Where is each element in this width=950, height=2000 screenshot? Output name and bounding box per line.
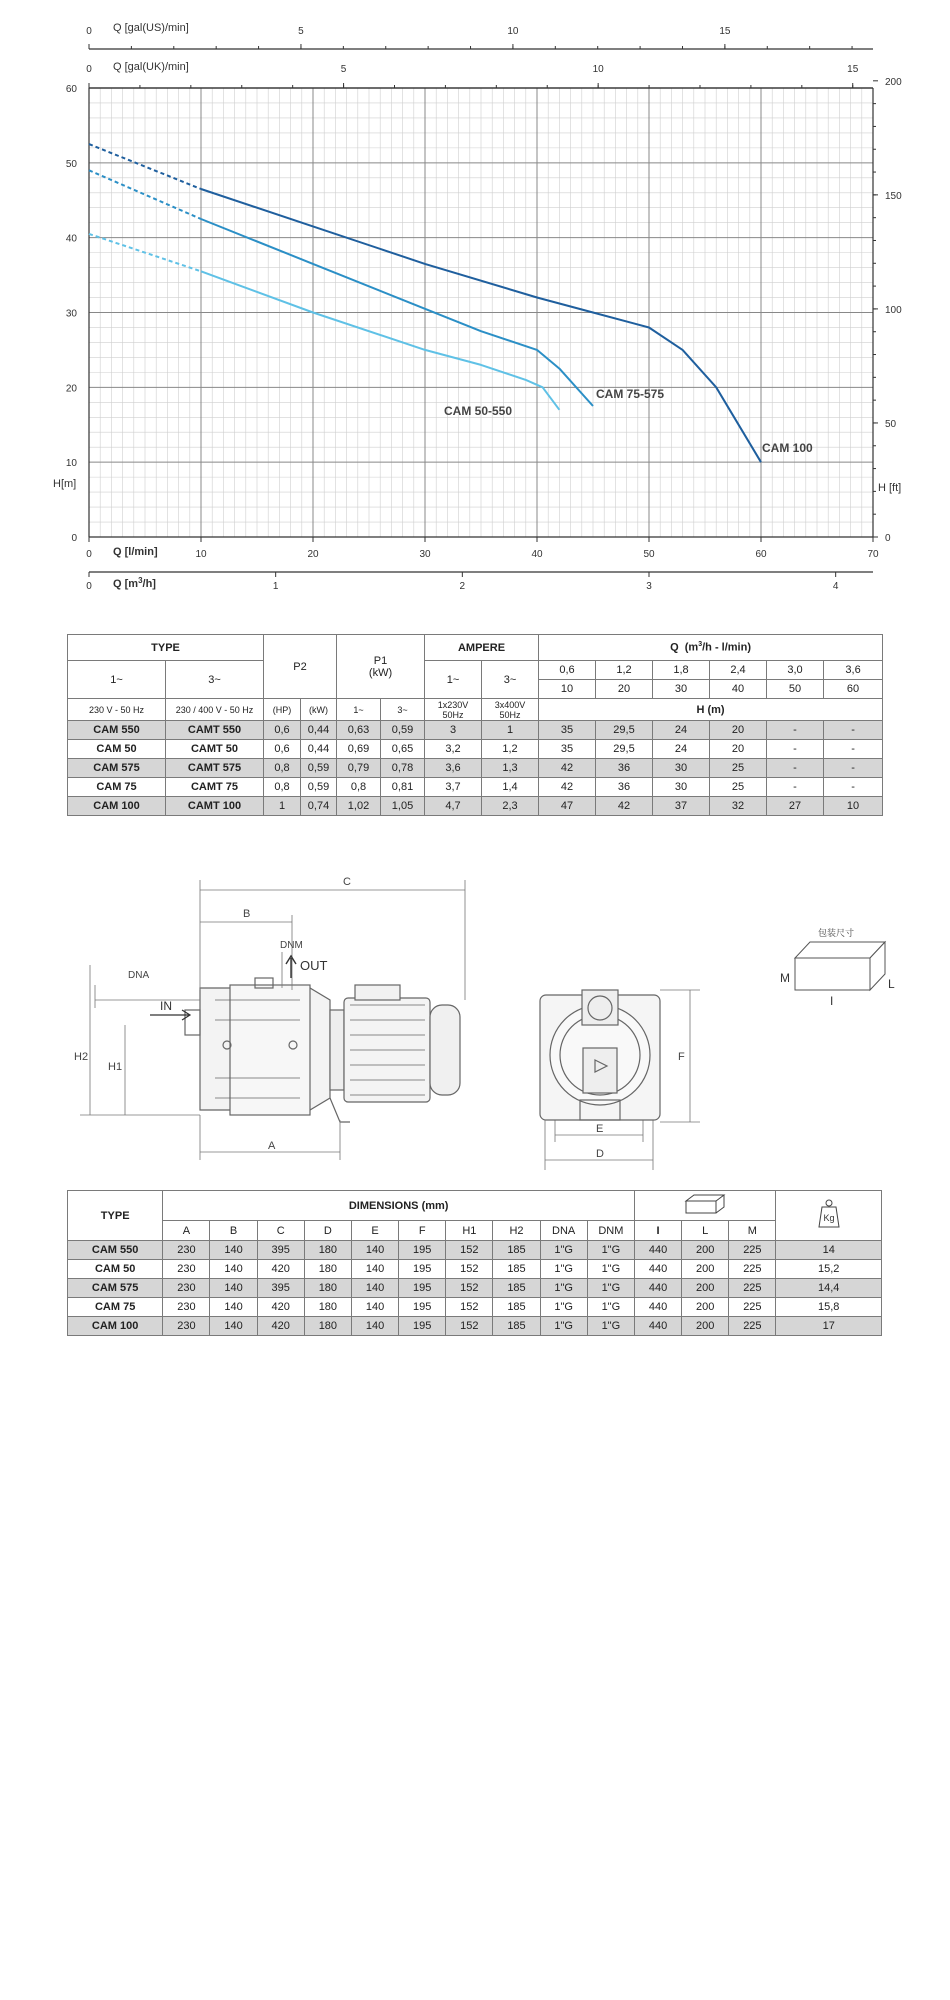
head-value: 47 — [539, 797, 596, 816]
weight-icon-kg: Kg — [823, 1213, 835, 1223]
performance-chart — [0, 0, 950, 600]
three-phase-supply: 230 / 400 V - 50 Hz — [166, 699, 264, 721]
amp-one-value: 3 — [425, 721, 482, 740]
one-phase-supply: 230 V - 50 Hz — [68, 699, 166, 721]
dim-value: 1"G — [540, 1260, 587, 1279]
head-value: - — [767, 721, 824, 740]
tick-gal-uk: 0 — [86, 64, 92, 75]
p2-hp-value: 0,8 — [264, 778, 301, 797]
tick-gal-uk: 15 — [847, 64, 859, 75]
arrow-up-icon — [286, 956, 296, 978]
p2-kw-value: 0,59 — [301, 778, 337, 797]
weight-value: 15,2 — [776, 1260, 882, 1279]
dim-value: 1"G — [587, 1241, 634, 1260]
dim-value: 1"G — [540, 1317, 587, 1336]
package-value: 440 — [634, 1241, 681, 1260]
q-m3h-1: 1,2 — [596, 661, 653, 680]
head-value: 35 — [539, 721, 596, 740]
q-lmin-5: 60 — [824, 680, 883, 699]
dim-type: CAM 75 — [68, 1298, 163, 1317]
amp-one-value: 3,2 — [425, 740, 482, 759]
dim-value: 185 — [493, 1260, 540, 1279]
dim-value: 152 — [446, 1279, 493, 1298]
q-lmin-0: 10 — [539, 680, 596, 699]
head-value: 24 — [653, 740, 710, 759]
q-lmin-1: 20 — [596, 680, 653, 699]
box-label-top: 包装尺寸 — [818, 928, 855, 938]
head-value: 25 — [710, 778, 767, 797]
head-value: 35 — [539, 740, 596, 759]
dim-value: 185 — [493, 1298, 540, 1317]
tick-h-ft: 100 — [885, 304, 902, 316]
dim-value: 140 — [210, 1317, 257, 1336]
table-row — [68, 1298, 882, 1317]
table-row — [68, 778, 883, 797]
dim-value: 185 — [493, 1241, 540, 1260]
pump-front-view — [540, 990, 660, 1120]
box-label-i: I — [830, 994, 834, 1008]
p1-one-value: 0,8 — [337, 778, 381, 797]
tick-gal-uk: 5 — [340, 64, 347, 75]
head-value: 30 — [653, 759, 710, 778]
head-value: 24 — [653, 721, 710, 740]
package-value: 225 — [729, 1241, 776, 1260]
tick-h-ft: 0 — [885, 533, 891, 544]
dim-value: 152 — [446, 1241, 493, 1260]
p1-three: 3~ — [381, 699, 425, 721]
amp-three-value: 1,2 — [482, 740, 539, 759]
q-m3h-4: 3,0 — [767, 661, 824, 680]
pump-side-view — [185, 978, 460, 1122]
col-type: TYPE — [68, 635, 264, 661]
col-amp-three: 3~ — [482, 661, 539, 699]
tick-lmin: 20 — [307, 549, 319, 560]
drawing-label-out: OUT — [300, 958, 328, 973]
p2-kw-value: 0,59 — [301, 759, 337, 778]
package-value: 200 — [682, 1279, 729, 1298]
dim-value: 140 — [351, 1260, 398, 1279]
drawing-label-a: A — [268, 1140, 276, 1152]
dim-col-dna: DNA — [540, 1221, 587, 1241]
head-value: 30 — [653, 778, 710, 797]
package-value: 200 — [682, 1260, 729, 1279]
dim-col-a: A — [163, 1221, 210, 1241]
col-one-phase: 1~ — [68, 661, 166, 699]
tick-m3h: 0 — [86, 581, 92, 592]
dim-value: 230 — [163, 1260, 210, 1279]
p1-one-value: 0,79 — [337, 759, 381, 778]
dim-col-dnm: DNM — [587, 1221, 634, 1241]
table-row — [68, 1279, 882, 1298]
head-value: 27 — [767, 797, 824, 816]
dim-value: 140 — [351, 1317, 398, 1336]
dim-value: 140 — [210, 1298, 257, 1317]
tick-lmin: 30 — [419, 549, 431, 560]
amp-three-value: 1 — [482, 721, 539, 740]
drawing-label-f: F — [678, 1051, 685, 1063]
curve-label-cam75-575: CAM 75-575 — [596, 387, 665, 401]
type-one-phase: CAM 550 — [68, 721, 166, 740]
tick-h-m: 0 — [71, 533, 77, 544]
table-row — [68, 797, 883, 816]
tick-m3h: 2 — [459, 581, 466, 592]
dim-value: 195 — [399, 1298, 446, 1317]
tick-h-m: 10 — [65, 458, 77, 470]
drawing-label-h1: H1 — [108, 1061, 123, 1073]
package-value: 200 — [682, 1317, 729, 1336]
p2-kw: (kW) — [301, 699, 337, 721]
dim-col-type: TYPE — [68, 1191, 163, 1241]
dim-col-d: D — [304, 1221, 351, 1241]
col-q: Q $(m^3/h - l/\min)$ — [539, 635, 883, 661]
dim-col-m: M — [729, 1221, 776, 1241]
dim-type: CAM 50 — [68, 1260, 163, 1279]
type-three-phase: CAMT 50 — [166, 740, 264, 759]
dim-type: CAM 100 — [68, 1317, 163, 1336]
tick-h-m: 50 — [65, 158, 77, 170]
dim-value: 180 — [304, 1279, 351, 1298]
dim-value: 140 — [351, 1279, 398, 1298]
drawing-label-dna: DNA — [128, 970, 150, 981]
dim-value: 1"G — [587, 1279, 634, 1298]
curve-label-cam100: CAM 100 — [762, 441, 813, 455]
p2-hp-value: 0,6 — [264, 721, 301, 740]
amp-one-value: 3,7 — [425, 778, 482, 797]
tick-gal-uk: 10 — [592, 64, 604, 75]
dim-value: 140 — [210, 1279, 257, 1298]
dim-value: 1"G — [540, 1279, 587, 1298]
dim-col-l: L — [682, 1221, 729, 1241]
drawing-label-e: E — [596, 1123, 604, 1135]
head-value: 29,5 — [596, 721, 653, 740]
package-value: 440 — [634, 1298, 681, 1317]
q-m3h-3: 2,4 — [710, 661, 767, 680]
head-value: 37 — [653, 797, 710, 816]
head-value: 20 — [710, 721, 767, 740]
dim-value: 140 — [351, 1298, 398, 1317]
tick-lmin: 0 — [86, 549, 92, 560]
weight-value: 14 — [776, 1241, 882, 1260]
dim-value: 230 — [163, 1279, 210, 1298]
type-one-phase: CAM 575 — [68, 759, 166, 778]
p1-three-value: 0,81 — [381, 778, 425, 797]
p2-hp-value: 0,6 — [264, 740, 301, 759]
col-three-phase: 3~ — [166, 661, 264, 699]
p1-one: 1~ — [337, 699, 381, 721]
tick-h-m: 60 — [65, 84, 77, 95]
dim-value: 152 — [446, 1260, 493, 1279]
table-row — [68, 1260, 882, 1279]
tick-h-ft: 50 — [885, 418, 897, 430]
dim-value: 230 — [163, 1317, 210, 1336]
dim-col-e: E — [351, 1221, 398, 1241]
head-value: 36 — [596, 778, 653, 797]
dim-value: 1"G — [587, 1317, 634, 1336]
tick-h-ft: 150 — [885, 190, 902, 202]
head-value: 42 — [596, 797, 653, 816]
dim-value: 1"G — [540, 1241, 587, 1260]
dim-value: 140 — [351, 1241, 398, 1260]
head-value: 42 — [539, 778, 596, 797]
type-three-phase: CAMT 550 — [166, 721, 264, 740]
amp-three-value: 2,3 — [482, 797, 539, 816]
package-icon — [682, 1193, 728, 1215]
tick-m3h: 1 — [272, 581, 279, 592]
p1-label: P1 — [373, 654, 388, 667]
dim-value: 420 — [257, 1298, 304, 1317]
drawing-label-b: B — [243, 908, 251, 920]
head-value: 20 — [710, 740, 767, 759]
amp-three-supply-2: 50Hz — [499, 709, 521, 720]
amp-three-supply-1: 3x400V — [494, 699, 526, 710]
package-box — [795, 942, 885, 990]
col-p2: P2 — [264, 635, 337, 699]
dim-value: 420 — [257, 1317, 304, 1336]
package-value: 440 — [634, 1317, 681, 1336]
dim-value: 140 — [210, 1241, 257, 1260]
tick-h-m: 40 — [65, 233, 77, 245]
head-value: - — [824, 759, 883, 778]
p2-kw-value: 0,74 — [301, 797, 337, 816]
dim-value: 185 — [493, 1279, 540, 1298]
drawing-label-d: D — [596, 1148, 604, 1160]
p2-hp-value: 0,8 — [264, 759, 301, 778]
head-value: 32 — [710, 797, 767, 816]
dim-value: 395 — [257, 1241, 304, 1260]
tick-lmin: 60 — [755, 549, 767, 560]
dim-value: 195 — [399, 1241, 446, 1260]
amp-one-supply-2: 50Hz — [442, 709, 464, 720]
p1-three-value: 1,05 — [381, 797, 425, 816]
p2-hp-value: 1 — [264, 797, 301, 816]
dimension-drawing — [0, 860, 950, 1170]
col-p1 — [337, 635, 425, 699]
dim-value: 140 — [210, 1260, 257, 1279]
dim-col-package — [634, 1191, 775, 1221]
h-label: H (m) — [539, 699, 883, 721]
head-value: 10 — [824, 797, 883, 816]
dim-col-f: F — [399, 1221, 446, 1241]
performance-table — [67, 634, 883, 816]
table-row — [68, 721, 883, 740]
type-one-phase: CAM 50 — [68, 740, 166, 759]
head-value: - — [767, 778, 824, 797]
q-m3h-5: 3,6 — [824, 661, 883, 680]
amp-one-value: 4,7 — [425, 797, 482, 816]
p1-unit: (kW) — [368, 666, 393, 679]
head-value: 36 — [596, 759, 653, 778]
type-three-phase: CAMT 575 — [166, 759, 264, 778]
dim-col-h2: H2 — [493, 1221, 540, 1241]
package-value: 200 — [682, 1298, 729, 1317]
amp-three-supply — [482, 699, 539, 721]
dim-value: 180 — [304, 1260, 351, 1279]
head-value: - — [767, 759, 824, 778]
head-value: 25 — [710, 759, 767, 778]
head-value: - — [767, 740, 824, 759]
tick-lmin: 10 — [195, 549, 207, 560]
axis-label-lmin: Q [l/min] — [113, 546, 158, 558]
head-value: - — [824, 740, 883, 759]
weight-value: 17 — [776, 1317, 882, 1336]
dim-value: 195 — [399, 1260, 446, 1279]
p2-kw-value: 0,44 — [301, 721, 337, 740]
curve-label-cam50-550: CAM 50-550 — [444, 404, 513, 418]
p1-one-value: 0,63 — [337, 721, 381, 740]
type-three-phase: CAMT 75 — [166, 778, 264, 797]
dim-value: 420 — [257, 1260, 304, 1279]
dim-type: CAM 550 — [68, 1241, 163, 1260]
drawing-label-c: C — [343, 876, 351, 888]
package-value: 225 — [729, 1279, 776, 1298]
p2-hp: (HP) — [264, 699, 301, 721]
dimensions-table — [67, 1190, 882, 1336]
head-value: 29,5 — [596, 740, 653, 759]
dim-type: CAM 575 — [68, 1279, 163, 1298]
dim-value: 395 — [257, 1279, 304, 1298]
dim-value: 195 — [399, 1317, 446, 1336]
q-lmin-2: 30 — [653, 680, 710, 699]
dim-value: 1"G — [587, 1298, 634, 1317]
dim-col-h1: H1 — [446, 1221, 493, 1241]
table-row — [68, 759, 883, 778]
amp-three-value: 1,3 — [482, 759, 539, 778]
package-value: 225 — [729, 1298, 776, 1317]
head-value: - — [824, 721, 883, 740]
head-value: - — [824, 778, 883, 797]
type-one-phase: CAM 100 — [68, 797, 166, 816]
tick-h-m: 30 — [65, 308, 77, 320]
dim-value: 1"G — [540, 1298, 587, 1317]
q-m3h-0: 0,6 — [539, 661, 596, 680]
tick-lmin: 40 — [531, 549, 543, 560]
weight-value: 14,4 — [776, 1279, 882, 1298]
dim-value: 180 — [304, 1317, 351, 1336]
axis-label-h-ft: H [ft] — [878, 482, 902, 494]
axis-label-gal-uk: Q [gal(UK)/min] — [113, 61, 189, 73]
p1-one-value: 0,69 — [337, 740, 381, 759]
drawing-label-in: IN — [160, 999, 172, 1013]
p1-three-value: 0,59 — [381, 721, 425, 740]
table-row — [68, 1241, 882, 1260]
dim-value: 185 — [493, 1317, 540, 1336]
package-value: 200 — [682, 1241, 729, 1260]
box-label-l: L — [888, 977, 895, 991]
head-value: 42 — [539, 759, 596, 778]
drawing-label-dnm: DNM — [280, 940, 303, 951]
q-m3h-2: 1,8 — [653, 661, 710, 680]
box-label-m: M — [780, 971, 790, 985]
tick-gal-us: 10 — [507, 26, 519, 37]
amp-one-value: 3,6 — [425, 759, 482, 778]
p1-one-value: 1,02 — [337, 797, 381, 816]
table-row — [68, 740, 883, 759]
dim-value: 152 — [446, 1317, 493, 1336]
package-value: 440 — [634, 1260, 681, 1279]
weight-icon — [817, 1199, 841, 1229]
tick-h-m: 20 — [65, 383, 77, 395]
dim-col-b: B — [210, 1221, 257, 1241]
tick-m3h: 3 — [646, 581, 652, 592]
dim-value: 1"G — [587, 1260, 634, 1279]
dim-value: 152 — [446, 1298, 493, 1317]
dim-col-c: C — [257, 1221, 304, 1241]
dim-col-weight — [776, 1191, 882, 1241]
dim-value: 230 — [163, 1298, 210, 1317]
dim-value: 180 — [304, 1241, 351, 1260]
tick-h-ft: 200 — [885, 76, 902, 88]
weight-value: 15,8 — [776, 1298, 882, 1317]
tick-lmin: 70 — [867, 549, 879, 560]
type-three-phase: CAMT 100 — [166, 797, 264, 816]
q-lmin-4: 50 — [767, 680, 824, 699]
p1-three-value: 0,78 — [381, 759, 425, 778]
dim-col-dimensions: DIMENSIONS (mm) — [163, 1191, 635, 1221]
p1-three-value: 0,65 — [381, 740, 425, 759]
tick-gal-us: 15 — [719, 26, 731, 37]
axis-label-m3h: Q $[m^3/h]$ — [113, 576, 156, 590]
axis-label-gal-us: Q [gal(US)/min] — [113, 22, 189, 34]
dim-value: 230 — [163, 1241, 210, 1260]
p2-kw-value: 0,44 — [301, 740, 337, 759]
q-lmin-3: 40 — [710, 680, 767, 699]
tick-lmin: 50 — [643, 549, 655, 560]
amp-one-supply — [425, 699, 482, 721]
package-value: 440 — [634, 1279, 681, 1298]
package-value: 225 — [729, 1260, 776, 1279]
tick-m3h: 4 — [832, 581, 839, 592]
tick-gal-us: 5 — [298, 26, 304, 37]
axis-label-h-m: H[m] — [53, 478, 77, 490]
dim-col-i: I — [634, 1221, 681, 1241]
tick-gal-us: 0 — [86, 26, 92, 37]
col-amp-one: 1~ — [425, 661, 482, 699]
amp-three-value: 1,4 — [482, 778, 539, 797]
drawing-label-h2: H2 — [74, 1051, 89, 1063]
col-ampere: AMPERE — [425, 635, 539, 661]
dim-value: 180 — [304, 1298, 351, 1317]
dim-value: 195 — [399, 1279, 446, 1298]
table-row — [68, 1317, 882, 1336]
amp-one-supply-1: 1x230V — [437, 699, 469, 710]
package-value: 225 — [729, 1317, 776, 1336]
type-one-phase: CAM 75 — [68, 778, 166, 797]
